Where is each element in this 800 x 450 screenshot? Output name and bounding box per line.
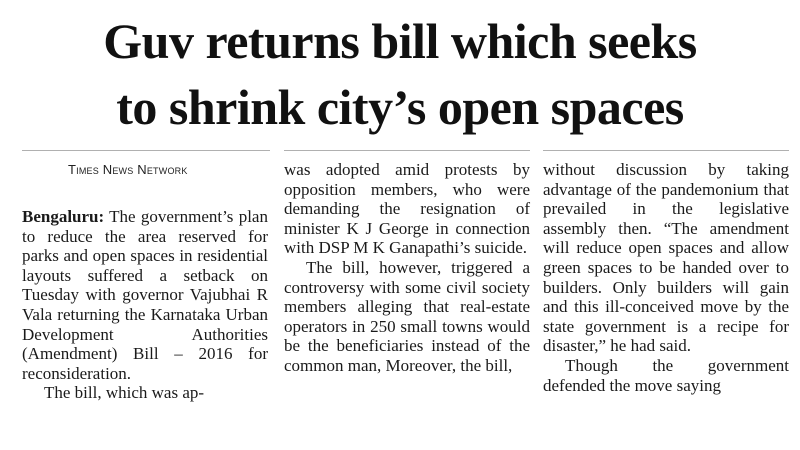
article-paragraph: The bill, which was ap- xyxy=(44,383,205,403)
column-rule-2 xyxy=(284,150,530,151)
headline-line-1: Guv returns bill which seeks xyxy=(103,13,697,69)
article-paragraph: The bill, however, triggered a controversy with some civil society members alleging that real-estate operators in 250 small towns would be the beneficiaries instead of the common man, Moreover, the bill, xyxy=(284,257,530,375)
article-paragraph xyxy=(22,207,268,383)
article-paragraph: was adopted amid protests by opposition members, who were demanding the resignation of minister K J George in connection with DSP M K Ganapathi’s suicide. xyxy=(284,160,530,258)
article-paragraph: without discussion by taking advantage of the pandemonium that prevailed in the legislative assembly then. “The amendment will reduce open spaces and allow green spaces to be handed over to builders. Only builders will gain and this ill-conceived move by the state government is a recipe for disaster,” he had said. xyxy=(543,160,789,356)
article-column-3 xyxy=(543,160,789,395)
dateline: Bengaluru: xyxy=(22,207,105,226)
article-column-2 xyxy=(284,160,530,376)
column-rule-3 xyxy=(543,150,789,151)
byline: Times News Network xyxy=(68,162,188,177)
paragraph-text: The government’s plan to reduce the area reserved for parks and open spaces in residential layouts suffered a setback on Tuesday with governor Vajubhai R Vala returning the Karnataka Urban Development Authorities (Amendment) Bill – 2016 for reconsideration. xyxy=(22,207,268,383)
article-paragraph: Though the government defended the move saying xyxy=(543,355,789,395)
headline-line-2: to shrink city’s open spaces xyxy=(116,79,684,135)
article-column-1 xyxy=(22,160,268,403)
column-rule-1 xyxy=(22,150,270,151)
